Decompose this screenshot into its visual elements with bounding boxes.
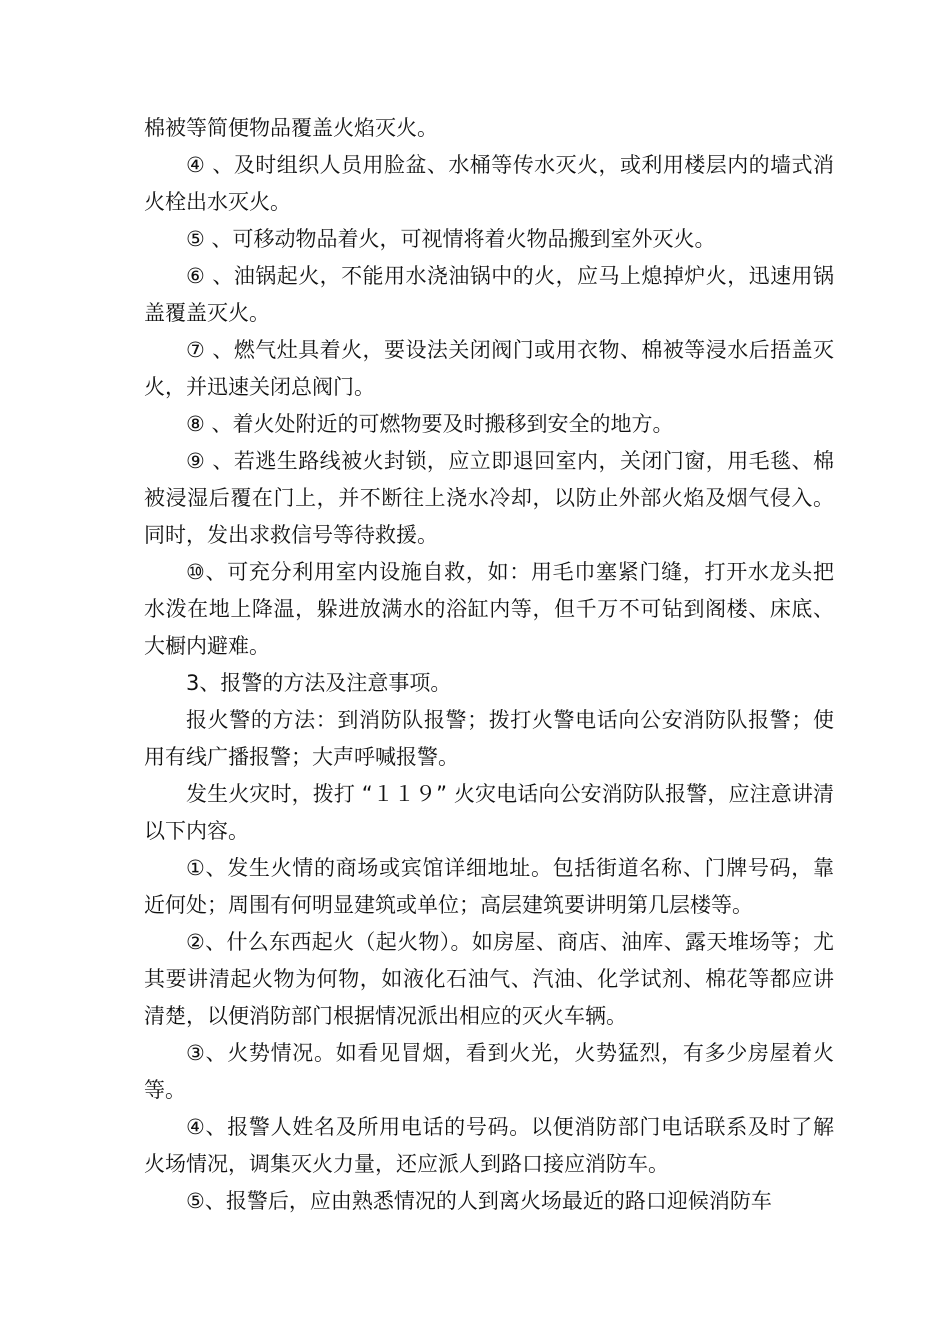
paragraph-2: ④ 、及时组织人员用脸盆、水桶等传水灭火，或利用楼层内的墙式消火栓出水灭火。 (144, 153, 834, 214)
paragraph-13: ②、什么东西起火（起火物）。如房屋、商店、油库、露天堆场等；尤其要讲清起火物为何物，如液化石油气、汽油、化学试剂、棉花等都应讲清楚，以便消防部门根据情况派出相应的灭火车辆。 (144, 930, 834, 1028)
paragraph-16: ⑤、报警后，应由熟悉情况的人到离火场最近的路口迎候消防车 (186, 1189, 772, 1213)
paragraph-15: ④、报警人姓名及所用电话的号码。以便消防部门电话联系及时了解火场情况，调集灭火力量，还应派人到路口接应消防车。 (144, 1115, 834, 1176)
paragraph-7: ⑨ 、若逃生路线被火封锁，应立即退回室内，关闭门窗，用毛毯、棉被浸湿后覆在门上，并不断往上浇水冷却，以防止外部火焰及烟气侵入。同时，发出求救信号等待救援。 (144, 449, 834, 547)
paragraph-1: 棉被等简便物品覆盖火焰灭火。 (144, 116, 438, 140)
paragraph-10: 报火警的方法：到消防队报警；拨打火警电话向公安消防队报警；使用有线广播报警；大声呼喊报警。 (144, 708, 834, 769)
paragraph-11: 发生火灾时，拨打 “１１９” 火灾电话向公安消防队报警，应注意讲清以下内容。 (144, 782, 834, 843)
paragraph-6: ⑧ 、着火处附近的可燃物要及时搬移到安全的地方。 (186, 412, 674, 436)
paragraph-8: ⑩、可充分利用室内设施自救，如：用毛巾塞紧门缝，打开水龙头把水泼在地上降温，躲进放满水的浴缸内等，但千万不可钻到阁楼、床底、大橱内避难。 (144, 560, 834, 658)
document-page (144, 0, 834, 1344)
paragraph-5: ⑦ 、燃气灶具着火，要设法关闭阀门或用衣物、棉被等浸水后捂盖灭火，并迅速关闭总阀门。 (144, 338, 834, 399)
paragraph-3: ⑤ 、可移动物品着火，可视情将着火物品搬到室外灭火。 (186, 227, 716, 251)
paragraph-12: ①、发生火情的商场或宾馆详细地址。包括街道名称、门牌号码，靠近何处；周围有何明显建筑或单位；高层建筑要讲明第几层楼等。 (144, 856, 834, 917)
paragraph-4: ⑥ 、油锅起火，不能用水浇油锅中的火，应马上熄掉炉火，迅速用锅盖覆盖灭火。 (144, 264, 834, 325)
section-heading: 3、报警的方法及注意事项。 (186, 671, 452, 695)
paragraph-14: ③、火势情况。如看见冒烟，看到火光，火势猛烈，有多少房屋着火等。 (144, 1041, 834, 1102)
